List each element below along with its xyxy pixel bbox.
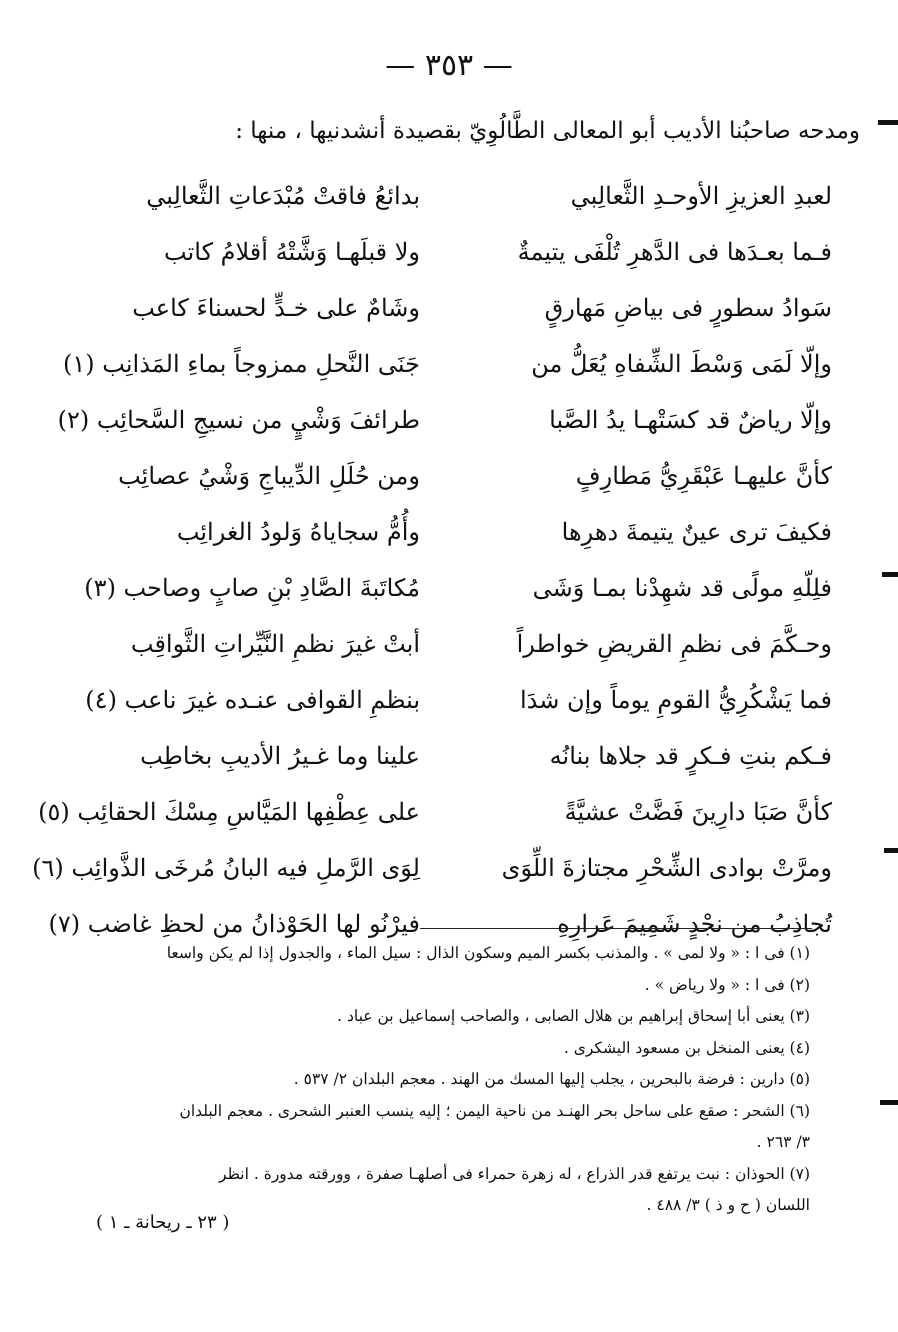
edge-mark xyxy=(884,848,898,853)
verse-first-hemistich: فلِلّهِ مولًى قد شهِدْنا بمـا وَشَى xyxy=(532,574,832,602)
verse-row xyxy=(60,336,832,392)
verse-row xyxy=(60,504,832,560)
poem xyxy=(32,168,832,952)
verse-first-hemistich: وحـكَّمَ فى نظمِ القريضِ خواطراً xyxy=(516,630,832,658)
edge-mark xyxy=(882,572,898,577)
footnote: (٤) يعنى المنخل بن مسعود اليشكرى . xyxy=(563,1038,810,1057)
verse-first-hemistich: وإلّا لَمَى وَسْطَ الشِّفاهِ يُعَلُّ من xyxy=(531,350,832,378)
verse-second-hemistich: جَنَى النَّحلِ ممزوجاً بماءِ المَذانِب (١) xyxy=(63,350,420,378)
verse-first-hemistich: كأنَّ صَبَا دارِينَ فَضَّتْ عشيَّةً xyxy=(564,798,832,826)
verse-second-hemistich: أبتْ غيرَ نظمِ النَّيِّراتِ الثَّواقِب xyxy=(130,630,420,658)
verse-row xyxy=(38,784,832,840)
verse-first-hemistich: سَوادُ سطورٍ فى بياضِ مَهارقٍ xyxy=(544,294,832,322)
verse-second-hemistich: وأُمُّ سجاياهُ وَلودُ الغرائِب xyxy=(176,518,420,546)
verse-row xyxy=(60,672,832,728)
verse-first-hemistich: فـما بعـدَها فى الدَّهرِ تُلْفَى يتيمةٌ xyxy=(517,238,832,266)
verse-row xyxy=(60,280,832,336)
verse-row xyxy=(57,392,832,448)
footnote: (٣) يعنى أبا إسحاق إبراهيم بن هلال الصابى ، والصاحب إسماعيل بن عباد . xyxy=(337,1007,810,1025)
footnote: (٦) الشحر : صقع على ساحل بحر الهنـد من ناحية اليمن ؛ إليه ينسب العنبر الشحرى . معجم البلدان xyxy=(179,1101,810,1120)
verse-first-hemistich: كأنَّ عليهـا عَبْقَرِيُّ مَطارِفٍ xyxy=(575,462,832,490)
verse-second-hemistich: فيرْنُو لها الحَوْذانُ من لحظِ غاضب (٧) xyxy=(48,910,420,938)
footnote: (٢) فى ا : « ولا رياض » . xyxy=(644,975,810,994)
footnote: (٥) دارين : فرضة بالبحرين ، يجلب إليها المسك من الهند . معجم البلدان ٢/ ٥٣٧ . xyxy=(293,1070,810,1088)
signature-mark: ( ٢٣ ـ ريحانة ـ ١ ) xyxy=(96,1212,230,1233)
verse-second-hemistich: ومن حُلَلِ الدِّيباجِ وَشْيُ عصائِب xyxy=(118,462,420,490)
verse-first-hemistich: لعبدِ العزيزِ الأوحـدِ الثَّعالِبي xyxy=(570,182,832,210)
verse-row xyxy=(32,840,832,896)
footnote-divider xyxy=(420,928,812,929)
verse-row xyxy=(60,448,832,504)
footnote: ٣/ ٢٦٣ . xyxy=(756,1133,810,1151)
footnote: (٧) الحوذان : نبت يرتفع قدر الذراع ، له زهرة حمراء فى أصلهـا صفرة ، وورقته مدورة . انظر xyxy=(219,1164,810,1183)
footnote: اللسان ( ح و ذ ) ٣/ ٤٨٨ . xyxy=(646,1196,810,1214)
verse-row xyxy=(60,560,832,616)
verse-first-hemistich: ومرَّتْ بوادى الشِّحْرِ مجتازةَ اللِّوَى xyxy=(501,854,832,882)
verse-row xyxy=(60,168,832,224)
verse-second-hemistich: على عِطْفِها المَيَّاسِ مِسْكَ الحقائِب (٥) xyxy=(38,798,420,826)
verse-first-hemistich: فكيفَ ترى عينٌ يتيمةَ دهرِها xyxy=(561,518,832,546)
verse-second-hemistich: ولا قبلَهـا وَشَّتْهُ أقلامُ كاتب xyxy=(164,238,420,266)
verse-second-hemistich: طرائفَ وَشْيٍ من نسيجِ السَّحائِب (٢) xyxy=(57,406,420,434)
verse-row xyxy=(60,616,832,672)
intro-line: ومدحه صاحبُنا الأديب أبو المعالى الطَّالُوِيّ بقصيدة أنشدنيها ، منها : xyxy=(235,118,860,144)
verse-first-hemistich: فـكم بنتِ فـكرٍ قد جلاها بنانُه xyxy=(549,742,832,770)
verse-second-hemistich: لِوَى الرَّملِ فيه البانُ مُرخَى الذَّوائِب (٦) xyxy=(32,854,420,882)
verse-first-hemistich: تُجاذِبُ من نجْدٍ شَمِيمَ عَرارِهِ xyxy=(557,910,832,938)
verse-second-hemistich: علينا وما غـيرُ الأديبِ بخاطِب xyxy=(140,742,420,770)
verse-row xyxy=(60,728,832,784)
edge-mark xyxy=(880,1100,898,1105)
verse-second-hemistich: بدائعُ فاقتْ مُبْدَعاتِ الثَّعالِبي xyxy=(146,182,420,210)
footnotes xyxy=(80,938,810,1222)
verse-row xyxy=(60,224,832,280)
verse-second-hemistich: وشَامٌ على خـدٍّ لحسناءَ كاعب xyxy=(132,294,420,322)
verse-second-hemistich: بنظمِ القوافى عنـده غيرَ ناعب (٤) xyxy=(85,686,420,714)
verse-second-hemistich: مُكاتَبةَ الصَّادِ بْنِ صابٍ وصاحب (٣) xyxy=(84,574,420,602)
footnote: (١) فى ا : « ولا لمى » . والمذنب بكسر الميم وسكون الذال : سيل الماء ، والجدول إذا لم يكن واسعا xyxy=(166,944,810,962)
verse-first-hemistich: وإلّا رياضٌ قد كسَتْهـا يدُ الصَّبا xyxy=(549,406,832,434)
verse-first-hemistich: فما يَشْكُرِيُّ القومِ يوماً وإن شدَا xyxy=(519,686,832,714)
edge-mark xyxy=(878,120,898,125)
page-number: — ٣٥٣ — xyxy=(385,48,513,83)
